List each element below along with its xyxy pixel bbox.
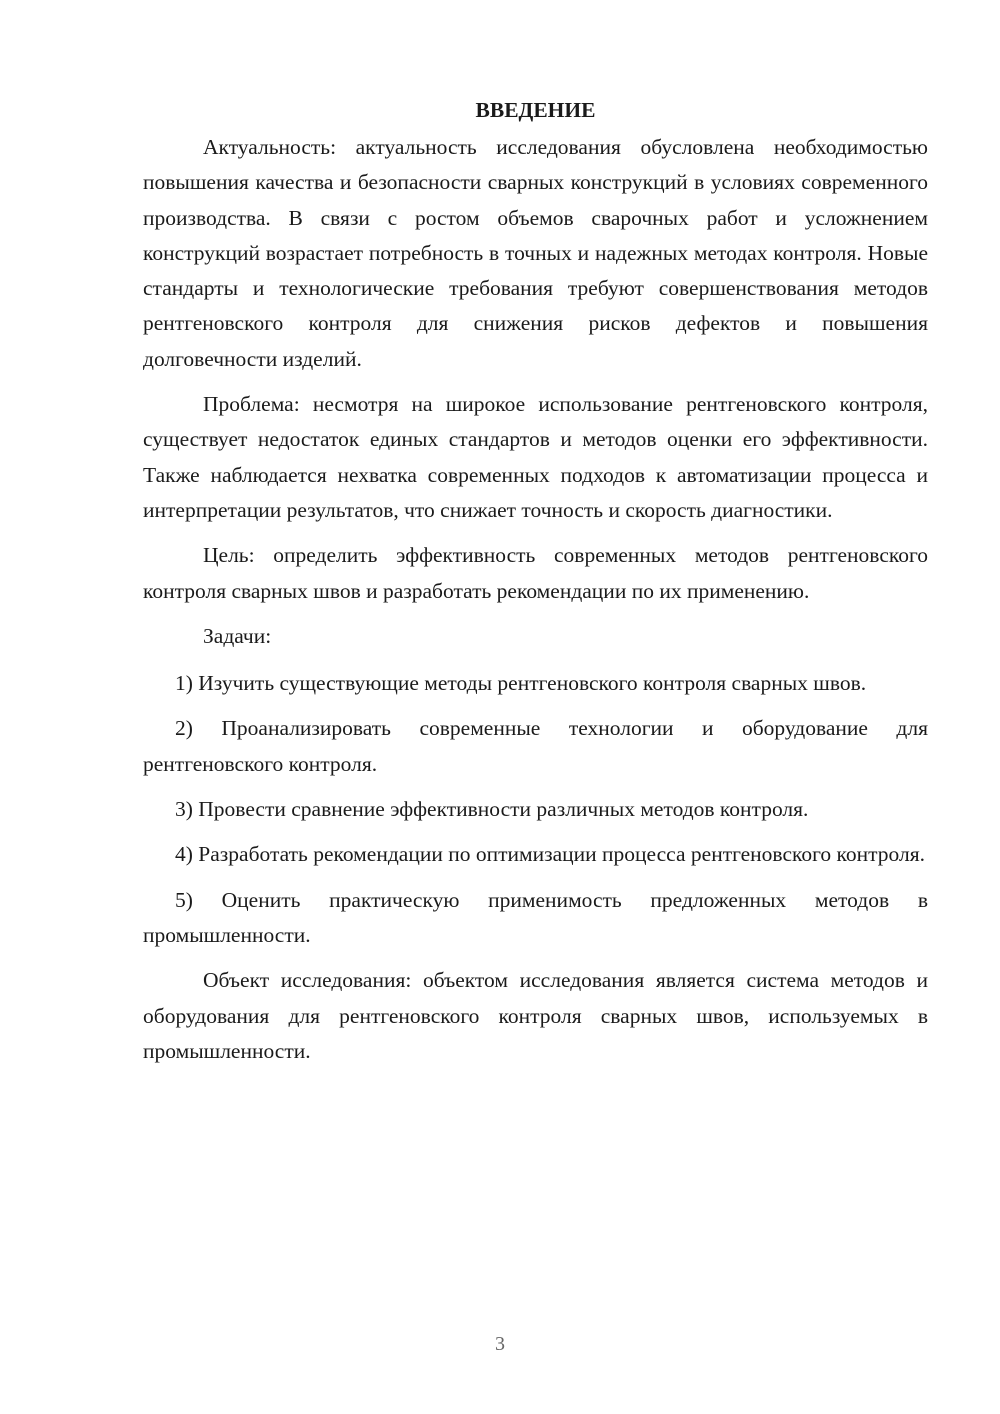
relevance-paragraph: Актуальность: актуальность исследования обусловлена необходимостью повышения качества и безопасности сварных конструкций в условиях современного производства. В связи с ростом объемов сварочных работ и усложнением конструкций возрастает потребность в точных и надежных методах контроля. Новые стандарты и технологические требования требуют совершенствования методов рентгеновского контроля для снижения рисков дефектов и повышения долговечности изделий. — [143, 135, 928, 371]
problem-paragraph: Проблема: несмотря на широкое использование рентгеновского контроля, существует недостаток единых стандартов и методов оценки его эффективности. Также наблюдается нехватка современных подходов к автоматизации процесса и интерпретации результатов, что снижает точность и скорость диагностики. — [143, 392, 928, 522]
task-item-1: 1) Изучить существующие методы рентгеновского контроля сварных швов. — [175, 671, 867, 696]
object-paragraph: Объект исследования: объектом исследования является система методов и оборудования для рентгеновского контроля сварных швов, используемых в промышленности. — [143, 968, 928, 1063]
task-item-2: 2) Проанализировать современные технологии и оборудование для рентгеновского контроля. — [143, 716, 928, 776]
task-item-4: 4) Разработать рекомендации по оптимизации процесса рентгеновского контроля. — [175, 842, 925, 867]
page-title: ВВЕДЕНИЕ — [475, 98, 596, 122]
goal-paragraph: Цель: определить эффективность современных методов рентгеновского контроля сварных швов и разработать рекомендации по их применению. — [143, 543, 928, 603]
document-page — [143, 92, 928, 1079]
page-number: 3 — [495, 1333, 505, 1355]
task-item-5: 5) Оценить практическую применимость предложенных методов в промышленности. — [143, 887, 928, 947]
tasks-heading: Задачи: — [203, 623, 272, 648]
task-item-3: 3) Провести сравнение эффективности различных методов контроля. — [175, 797, 809, 822]
